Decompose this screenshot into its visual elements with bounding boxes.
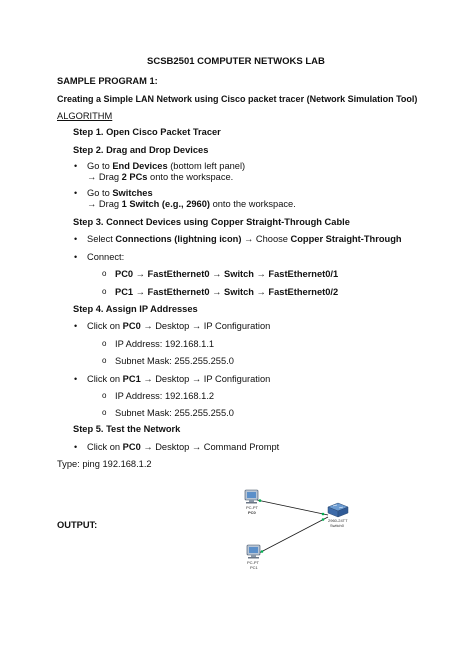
bullet-icon: • bbox=[74, 188, 78, 198]
bullet-icon: • bbox=[74, 252, 78, 262]
switch-icon bbox=[328, 503, 348, 517]
pc0-ip-address: IP Address: 192.168.1.1 bbox=[115, 339, 215, 349]
sub-bullet-icon: o bbox=[102, 391, 107, 400]
step-1: Step 1. Open Cisco Packet Tracer bbox=[73, 127, 221, 137]
network-topology-diagram bbox=[225, 485, 365, 590]
bullet-icon: • bbox=[74, 442, 78, 452]
bullet-icon: • bbox=[74, 161, 78, 171]
pc1-name-label: PC1 bbox=[250, 565, 258, 570]
step2-item-switches: Go to Switches bbox=[87, 188, 153, 198]
pc1-subnet-mask: Subnet Mask: 255.255.255.0 bbox=[115, 408, 234, 418]
program-heading: SAMPLE PROGRAM 1: bbox=[57, 76, 158, 86]
step3-item-select: Select Connections (lightning icon) → Choose Copper Straight-Through bbox=[87, 234, 402, 244]
port-indicator-icon bbox=[322, 513, 325, 516]
step4-item-pc1: Click on PC1 → Desktop → IP Configuration bbox=[87, 374, 271, 384]
sub-bullet-icon: o bbox=[102, 269, 107, 278]
link-pc1-switch bbox=[259, 517, 328, 553]
step5-item-pc0: Click on PC0 → Desktop → Command Prompt bbox=[87, 442, 280, 452]
bullet-icon: • bbox=[74, 321, 78, 331]
step4-item-pc0: Click on PC0 → Desktop → IP Configuration bbox=[87, 321, 271, 331]
pc1-icon bbox=[247, 545, 260, 559]
pc1-type-label: PC-PT bbox=[247, 560, 259, 565]
step3-link-pc1: PC1 → FastEthernet0 → Switch → FastEthernet0/2 bbox=[115, 287, 339, 297]
bullet-icon: • bbox=[74, 374, 78, 384]
step2-item-drag-switch: → Drag 1 Switch (e.g., 2960) onto the workspace. bbox=[87, 199, 296, 209]
step3-item-connect: Connect: bbox=[87, 252, 125, 262]
bullet-icon: • bbox=[74, 234, 78, 244]
step3-link-pc0: PC0 → FastEthernet0 → Switch → FastEthernet0/1 bbox=[115, 269, 339, 279]
sub-bullet-icon: o bbox=[102, 356, 107, 365]
link-pc0-switch bbox=[257, 500, 328, 515]
switch-name-label: Switch0 bbox=[330, 523, 345, 528]
doc-title: SCSB2501 COMPUTER NETWOKS LAB bbox=[147, 56, 325, 67]
output-label: OUTPUT: bbox=[57, 520, 98, 530]
algorithm-label: ALGORITHM bbox=[57, 111, 113, 121]
port-indicator-icon bbox=[259, 499, 262, 502]
type-ping-line: Type: ping 192.168.1.2 bbox=[57, 459, 152, 469]
pc0-name-label: PC0 bbox=[248, 510, 256, 515]
pc0-type-label: PC-PT bbox=[246, 505, 258, 510]
switch-type-label: 2960-24TT bbox=[328, 518, 348, 523]
step2-item-drag-pcs: → Drag 2 PCs onto the workspace. bbox=[87, 172, 234, 182]
pc0-icon bbox=[245, 490, 258, 504]
port-indicator-icon bbox=[261, 550, 264, 553]
step2-item-end-devices: Go to End Devices (bottom left panel) bbox=[87, 161, 246, 171]
sub-bullet-icon: o bbox=[102, 287, 107, 296]
sub-bullet-icon: o bbox=[102, 408, 107, 417]
step-4: Step 4. Assign IP Addresses bbox=[73, 304, 198, 314]
step-2: Step 2. Drag and Drop Devices bbox=[73, 145, 209, 155]
port-indicator-icon bbox=[322, 518, 325, 521]
step-5: Step 5. Test the Network bbox=[73, 424, 181, 434]
sub-bullet-icon: o bbox=[102, 339, 107, 348]
pc1-ip-address: IP Address: 192.168.1.2 bbox=[115, 391, 215, 401]
pc0-subnet-mask: Subnet Mask: 255.255.255.0 bbox=[115, 356, 234, 366]
doc-subtitle: Creating a Simple LAN Network using Cisco packet tracer (Network Simulation Tool) bbox=[57, 94, 418, 104]
step-3: Step 3. Connect Devices using Copper Straight-Through Cable bbox=[73, 217, 350, 227]
